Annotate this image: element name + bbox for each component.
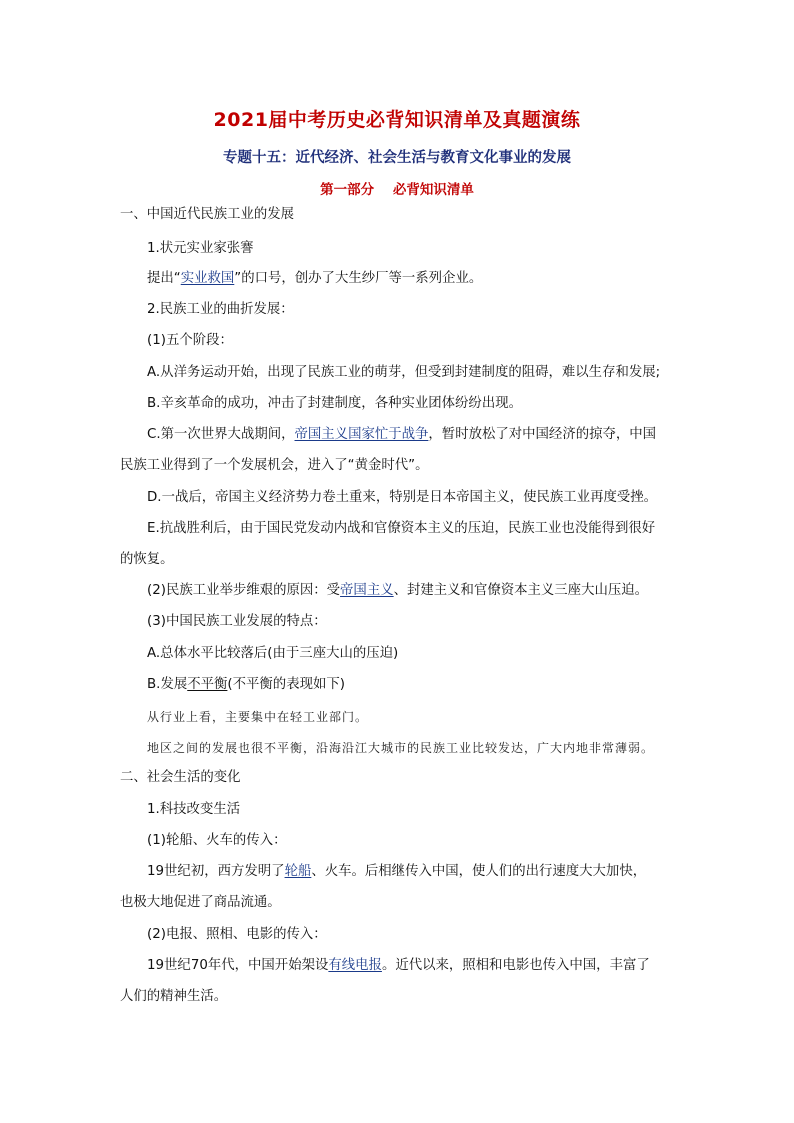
keyword-link[interactable]: 实业救国 (180, 271, 235, 286)
paragraph-line: D.一战后，帝国主义经济势力卷土重来，特别是日本帝国主义，使民族工业再度受挫。 (147, 490, 658, 505)
paragraph-line (147, 957, 650, 975)
text-run: C.第一次世界大战期间， (147, 427, 295, 442)
paragraph-line: E.抗战胜利后，由于国民党发动内战和官僚资本主义的压迫，民族工业也没能得到很好 (147, 521, 656, 536)
text-run: ，暂时放松了对中国经济的掠夺，中国 (428, 427, 657, 442)
paragraph-line: (1)五个阶段： (147, 333, 233, 348)
paragraph-line: 从行业上看，主要集中在轻工业部门。 (147, 710, 369, 724)
text-run: 。近代以来，照相和电影也传入中国，丰富了 (381, 958, 650, 973)
paragraph-line: 地区之间的发展也很不平衡，沿海沿江大城市的民族工业比较发达，广大内地非常薄弱。 (147, 741, 655, 755)
paragraph-line: A.从洋务运动开始，出现了民族工业的萌芽，但受到封建制度的阻碍，难以生存和发展; (147, 365, 661, 380)
keyword-link[interactable]: 有线电报 (328, 958, 382, 973)
document-title: 2021届中考历史必背知识清单及真题演练 (213, 109, 581, 131)
section-heading-2: 二、社会生活的变化 (120, 770, 241, 785)
text-run: (不平衡的表现如下) (227, 677, 345, 692)
paragraph-line (147, 426, 656, 444)
paragraph-line: 也极大地促进了商品流通。 (120, 895, 281, 910)
text-run: 、封建主义和官僚资本主义三座大山压迫。 (393, 583, 649, 598)
part-heading: 第一部分 必背知识清单 (320, 182, 474, 198)
paragraph-line (147, 676, 345, 694)
underlined-term: 不平衡 (187, 677, 228, 692)
text-run: 19世纪初，西方发明了 (147, 864, 285, 879)
paragraph-line: 2.民族工业的曲折发展： (147, 302, 294, 317)
paragraph-line: 的恢复。 (120, 552, 174, 567)
document-subtitle: 专题十五：近代经济、社会生活与教育文化事业的发展 (223, 150, 571, 166)
paragraph-line: (1)轮船、火车的传入： (147, 833, 287, 848)
paragraph-line (147, 863, 646, 881)
keyword-link[interactable]: 帝国主义国家忙于战争 (294, 427, 429, 442)
section-heading-1: 一、中国近代民族工业的发展 (120, 207, 295, 222)
text-run: B.发展 (147, 677, 188, 692)
paragraph-line: 1.科技改变生活 (147, 802, 241, 817)
paragraph-line: 民族工业得到了一个发展机会，进入了“黄金时代”。 (120, 458, 429, 473)
paragraph-line: A.总体水平比较落后(由于三座大山的压迫) (147, 646, 399, 661)
paragraph-line (147, 582, 648, 600)
paragraph-line: (2)电报、照相、电影的传入： (147, 927, 327, 942)
text-run: 提出“ (147, 271, 181, 286)
text-run: (2)民族工业举步维艰的原因：受 (147, 583, 341, 598)
text-run: ”的口号，创办了大生纱厂等一系列企业。 (234, 271, 483, 286)
keyword-link[interactable]: 轮船 (284, 864, 312, 879)
keyword-link[interactable]: 帝国主义 (340, 583, 394, 598)
paragraph-line (147, 270, 482, 288)
paragraph-line: (3)中国民族工业发展的特点： (147, 614, 327, 629)
paragraph-line: 人们的精神生活。 (120, 989, 228, 1004)
text-run: 19世纪70年代，中国开始架设 (147, 958, 329, 973)
paragraph-line: B.辛亥革命的成功，冲击了封建制度，各种实业团体纷纷出现。 (147, 396, 522, 411)
text-run: 、火车。后相继传入中国，使人们的出行速度大大加快， (311, 864, 647, 879)
paragraph-line: 1.状元实业家张謇 (147, 241, 254, 256)
